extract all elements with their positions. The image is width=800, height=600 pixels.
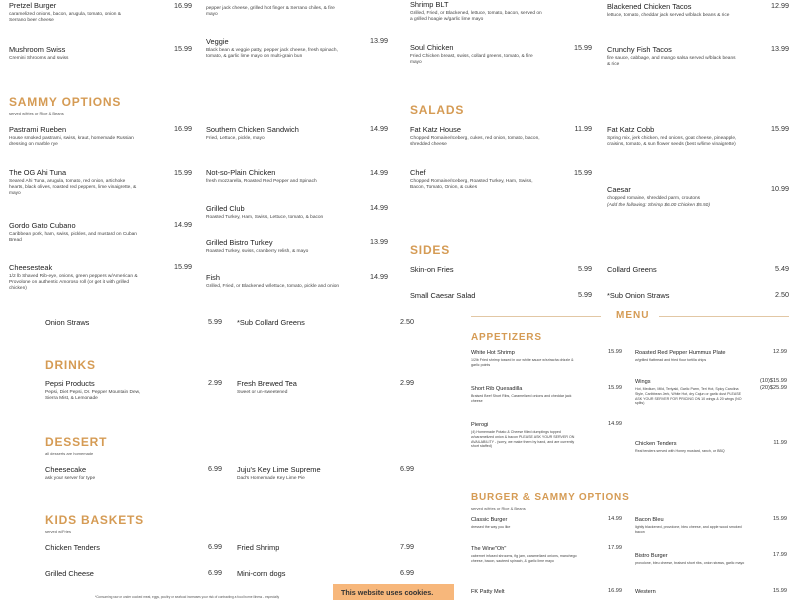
- menu-item: [237, 379, 337, 396]
- menu-item: [206, 168, 341, 185]
- menu-item: [471, 517, 581, 530]
- menu-item: [410, 168, 542, 191]
- menu-item: [635, 589, 745, 596]
- menu-item: [607, 2, 739, 19]
- menu-item-description: lightly blackened, provolone, bleu cheese, and apple wood smoked bacon: [635, 525, 742, 534]
- menu-item-name: Southern Chicken Sandwich: [206, 125, 299, 134]
- raw-food-warning: *Consuming raw or under cooked meat, eggs, poultry or seafood increases your risk of contracting a food borne illness - especially: [95, 595, 280, 599]
- menu-item-price: 14.99: [370, 272, 388, 281]
- menu-item-price: 14.99: [174, 220, 192, 229]
- menu-item-price: 15.99: [608, 349, 622, 355]
- menu-item-name: Not-so-Plain Chicken: [206, 168, 276, 177]
- menu-item-price: 15.99: [174, 44, 192, 53]
- menu-item-price: 11.99: [773, 440, 787, 446]
- menu-item-price: 6.99: [400, 568, 414, 577]
- menu-item-name: Fried Shrimp: [237, 543, 280, 552]
- menu-item-price: 15.99: [608, 385, 622, 391]
- menu-item: [9, 263, 139, 293]
- menu-item-description: fire sauce, cabbage, and mango salsa served w/black beans & rice: [607, 55, 736, 67]
- menu-item-name: Cheesecake: [45, 465, 87, 474]
- menu-item-name: Wings: [635, 379, 651, 385]
- menu-item-description: Hot, Medium, Mild, Teriyaki, Garlic Parm, Teri Hot, Spicy Carolina Style, Caribbean Jerk, White Hot, dry Cajun or garlic dust PLEASE ASK YOUR SERVER FOR PRICING ON 10 wings & 20 wings (NO splits): [635, 387, 742, 406]
- menu-item-name: Gordo Gato Cubano: [9, 221, 76, 230]
- menu-item: [410, 0, 542, 23]
- menu-item-description: Sweet or un-sweetened: [237, 389, 288, 395]
- section-subheading: served w/Fries: [45, 529, 72, 534]
- menu-item-name: *Sub Collard Greens: [237, 318, 305, 327]
- section-heading: KIDS BASKETS: [45, 513, 144, 527]
- menu-item-description: Chopped Romaine/Iceberg, cukes, red onion, tomato, bacon, shredded cheese: [410, 135, 540, 147]
- menu-item: [237, 543, 337, 552]
- menu-item-description: Spring mix, jerk chicken, red onions, goat cheese, pineapple, craisins, tomato, & sun flower seeds (best w/lime vinaigrette): [607, 135, 737, 147]
- menu-item-price: 13.99: [370, 237, 388, 246]
- menu-item-name: Fat Katz Cobb: [607, 125, 655, 134]
- menu-item-description: Fried Chicken breast, swiss, collard greens, tomato, & fire mayo: [410, 53, 533, 65]
- menu-item-description: Real tenders served with Honey mustard, ranch, or BBQ: [635, 449, 725, 453]
- menu-item-price: 7.99: [400, 542, 414, 551]
- menu-item: [635, 441, 745, 454]
- menu-item-description: Cremini Shrooms and swiss: [9, 55, 69, 61]
- menu-item: [471, 350, 581, 368]
- menu-item-description: fresh mozzarella, Roasted Red Pepper and Spinach: [206, 178, 317, 184]
- menu-item-price: 15.99: [174, 262, 192, 271]
- menu-item: [9, 221, 139, 244]
- menu-item-price: 17.99: [608, 545, 622, 551]
- menu-item-price: 15.99: [773, 516, 787, 522]
- menu-item-name: Crunchy Fish Tacos: [607, 45, 672, 54]
- menu-item: [206, 37, 341, 60]
- menu-item-description: Grilled, Fried, or Blackened w/lettuce, tomato, pickle and onion: [206, 283, 340, 289]
- menu-item: [635, 379, 745, 406]
- menu-item-price: 14.99: [370, 203, 388, 212]
- menu-item: [607, 45, 739, 68]
- menu-item-name: Chicken Tenders: [45, 543, 100, 552]
- menu-item: [206, 125, 341, 142]
- menu-item-description: Roasted Turkey, Ham, Swiss, Lettuce, tomato, & bacon: [206, 214, 324, 220]
- menu-item-price: 10.99: [771, 184, 789, 193]
- menu-item-description: Braised Beef Short Ribs, Caramelized onions and cheddar jack cheese: [471, 394, 572, 403]
- menu-item: [607, 291, 739, 300]
- menu-item-name: Mini-corn dogs: [237, 569, 286, 578]
- menu-item-price: 15.99: [574, 168, 592, 177]
- menu-item-description: Grilled, Fried, or Blackened, lettuce, tomato, bacon, served on a grilled hoagie w/garlic lime mayo: [410, 10, 542, 22]
- menu-item-name: Juju's Key Lime Supreme: [237, 465, 321, 474]
- menu-item-name: Bacon Bleu: [635, 517, 664, 523]
- menu-item-description: Seared Ahi Tuna, arugula, tomato, red onion, artichoke hearts, black olives, roasted red peppers, lime vinaigrette, & mayo: [9, 178, 137, 197]
- menu-item-name: Soul Chicken: [410, 43, 454, 52]
- cookie-banner[interactable]: This website uses cookies.: [333, 584, 454, 600]
- menu-item: [635, 517, 745, 535]
- menu-item-name: Blackened Chicken Tacos: [607, 2, 692, 11]
- menu-item-price: 5.99: [578, 290, 592, 299]
- menu-item-name: FK Patty Melt: [471, 589, 505, 595]
- menu-item-name: Fish: [206, 273, 220, 282]
- menu-item-description: provolone, bleu cheese, braised short ribs, onion straws, garlic mayo: [635, 561, 745, 565]
- menu-item-price: 16.99: [174, 124, 192, 133]
- menu-item-price: 6.99: [400, 464, 414, 473]
- menu-item-name: Shrimp BLT: [410, 0, 449, 9]
- menu-item-price: (10)$15.99 (20)$25.99: [759, 378, 787, 391]
- menu-item-name: Small Caesar Salad: [410, 291, 476, 300]
- caesar-add-ons: (Add the following: Shrimp $6.00 Chicken $5.50): [607, 203, 710, 209]
- menu-item-name: Fresh Brewed Tea: [237, 379, 297, 388]
- menu-item: [471, 386, 581, 404]
- menu-item: [607, 265, 739, 274]
- menu-item-description: pepper jack cheese, grilled hot finger & Serrano chiles, & fire mayo: [206, 5, 335, 17]
- menu-item-price: 12.99: [771, 1, 789, 10]
- menu-item-description: (4) Homemade Potato & Cheese filled dumplings topped w/caramelized onion & bacon PLEASE ASK YOUR SERVER ON AVAILABILITY - (sorry, we make them by hand, and are currently short staffed): [471, 430, 575, 449]
- menu-item-description: Chopped Romaine/Iceberg, Roasted Turkey, Ham, Swiss, Bacon, Tomato, Onion, & cukes: [410, 178, 533, 190]
- menu-item-name: Veggie: [206, 37, 229, 46]
- menu-item: [471, 589, 581, 596]
- menu-item: [45, 543, 145, 552]
- menu-item: [607, 125, 739, 148]
- menu-item: [9, 1, 139, 24]
- menu-item-name: Grilled Cheese: [45, 569, 94, 578]
- menu-item-name: Pepsi Products: [45, 379, 95, 388]
- section-heading: SAMMY OPTIONS: [9, 95, 122, 109]
- menu-item: [635, 350, 745, 363]
- menu-item-name: Pretzel Burger: [9, 1, 57, 10]
- menu-item-description: Caribbean pork, ham, swiss, pickles, and mustard on Cuban Bread: [9, 231, 137, 243]
- menu-item-description: lettuce, tomato, cheddar jack served w/black beans & rice: [607, 12, 730, 18]
- menu-item-price: 15.99: [574, 43, 592, 52]
- menu-item-name: Short Rib Quesadilla: [471, 386, 523, 392]
- menu-item-price: 14.99: [608, 421, 622, 427]
- menu-item-price: 5.99: [208, 317, 222, 326]
- menu-item-price: 2.50: [775, 290, 789, 299]
- menu-item-name: White Hot Shrimp: [471, 350, 515, 356]
- menu-item: [410, 291, 542, 300]
- menu-item-name: *Sub Onion Straws: [607, 291, 670, 300]
- menu-item-price: 5.99: [578, 264, 592, 273]
- menu-item: [237, 569, 337, 578]
- menu-item: [237, 318, 372, 327]
- menu-item: [206, 204, 341, 221]
- menu-item-price: 14.99: [370, 168, 388, 177]
- menu-item-name: Western: [635, 589, 656, 595]
- section-heading: BURGER & SAMMY OPTIONS: [471, 492, 630, 503]
- menu-rule-left: [471, 316, 601, 317]
- menu-item-price: 14.99: [608, 516, 622, 522]
- menu-item-name: Grilled Bistro Turkey: [206, 238, 273, 247]
- menu-item-price: 15.99: [771, 124, 789, 133]
- menu-item-price: 2.99: [400, 378, 414, 387]
- menu-item-description: 1/2 lb Shaved Rib-eye, onions, green peppers w/American & Provolone on authentic Amoroso roll (or get it with grilled chicken): [9, 273, 138, 292]
- menu-heading: MENU: [616, 310, 650, 321]
- section-heading: SIDES: [410, 243, 451, 257]
- menu-item-price: 2.99: [208, 378, 222, 387]
- menu-item-price: 13.99: [370, 36, 388, 45]
- menu-item-name: Chef: [410, 168, 426, 177]
- menu-item-price: 13.99: [771, 44, 789, 53]
- menu-item-name: Bistro Burger: [635, 553, 668, 559]
- menu-item: [206, 238, 341, 255]
- menu-item: [607, 185, 739, 210]
- menu-item: [410, 43, 542, 66]
- menu-item-description: House smoked pastrami, swiss, kraut, homemade Russian dressing on marble rye: [9, 135, 134, 147]
- menu-item-description: cabernet infused shrooms, fig jam, caramelized onions, manchego cheese, bacon, sauteed spinach, & garlic lime mayo: [471, 554, 577, 563]
- menu-item: [410, 265, 542, 274]
- menu-item-price: 6.99: [208, 464, 222, 473]
- menu-item-price: 2.50: [400, 317, 414, 326]
- menu-item-description: 1/2lb Fried shrimp tossed in our white sauce w/sriracha drizzle & garlic points: [471, 358, 574, 367]
- menu-item-price: 17.99: [773, 552, 787, 558]
- menu-item: [9, 125, 139, 148]
- menu-item-price: 6.99: [208, 568, 222, 577]
- menu-item-name: Chicken Tenders: [635, 441, 677, 447]
- menu-item-name: Onion Straws: [45, 318, 90, 327]
- menu-item: [45, 379, 145, 402]
- menu-item-name: Skin-on Fries: [410, 265, 454, 274]
- menu-rule-right: [659, 316, 789, 317]
- menu-item-description: Pepsi, Diet Pepsi, Dr. Pepper Mountain Dew, Sierra Mist, & Lemonade: [45, 389, 141, 401]
- menu-item-price: 15.99: [174, 168, 192, 177]
- section-heading: DESSERT: [45, 435, 108, 449]
- menu-item: [206, 273, 341, 290]
- section-subheading: all desserts are homemade: [45, 451, 94, 456]
- menu-item-price: 11.99: [574, 124, 592, 133]
- menu-item-price: 6.99: [208, 542, 222, 551]
- menu-item-name: Pastrami Rueben: [9, 125, 67, 134]
- section-heading: DRINKS: [45, 358, 96, 372]
- menu-item-description: Dad's Homemade Key Lime Pie: [237, 475, 305, 481]
- menu-item: [206, 4, 341, 18]
- menu-item-name: Fat Katz House: [410, 125, 461, 134]
- menu-item: [237, 465, 337, 482]
- menu-item: [45, 465, 145, 482]
- menu-item: [471, 422, 581, 449]
- section-heading: APPETIZERS: [471, 332, 542, 343]
- menu-item-price: 5.49: [775, 264, 789, 273]
- menu-item-description: Roasted Turkey, swiss, cranberry relish, & mayo: [206, 248, 309, 254]
- section-heading: SALADS: [410, 103, 465, 117]
- menu-item-description: Fried, Lettuce, pickle, mayo: [206, 135, 265, 141]
- menu-item: [9, 168, 139, 198]
- menu-item-description: ask your server for type: [45, 475, 96, 481]
- menu-item-name: Cheesesteak: [9, 263, 53, 272]
- menu-item-description: Black bean & veggie patty, pepper jack cheese, fresh spinach, tomato, & garlic lime mayo on multi-grain bun: [206, 47, 338, 59]
- menu-item-description: dressed the way you like: [471, 525, 511, 529]
- menu-item: [635, 553, 745, 566]
- menu-item-description: caramelized onions, bacon, arugula, tomato, onion & Serrano beer cheese: [9, 11, 121, 23]
- menu-item-description: w/grilled flatbread and fried flour tortilla chips: [635, 358, 707, 362]
- menu-item-price: 14.99: [370, 124, 388, 133]
- menu-item-name: Caesar: [607, 185, 631, 194]
- menu-item-name: The OG Ahi Tuna: [9, 168, 67, 177]
- menu-item-name: Collard Greens: [607, 265, 657, 274]
- menu-item-name: Grilled Club: [206, 204, 245, 213]
- menu-item: [410, 125, 542, 148]
- menu-item-name: Pierogi: [471, 422, 489, 428]
- menu-item-price: 12.99: [773, 349, 787, 355]
- menu-item-description: chopped romaine, shredded parm, croutons: [607, 195, 701, 201]
- menu-item-name: Classic Burger: [471, 517, 508, 523]
- menu-item-name: Roasted Red Pepper Hummus Plate: [635, 350, 726, 356]
- menu-item: [9, 45, 139, 62]
- menu-item-name: Mushroom Swiss: [9, 45, 66, 54]
- section-subheading: served w/fries or Rice & Beans: [9, 111, 64, 116]
- menu-item: [45, 569, 145, 578]
- menu-item-price: 15.99: [773, 588, 787, 594]
- menu-item-price: 16.99: [608, 588, 622, 594]
- menu-item: [45, 318, 175, 327]
- section-subheading: served w/fries or Rice & Beans: [471, 506, 526, 511]
- menu-item-name: The Wine"Oh": [471, 546, 507, 552]
- menu-item-price: 16.99: [174, 1, 192, 10]
- menu-item: [471, 546, 581, 564]
